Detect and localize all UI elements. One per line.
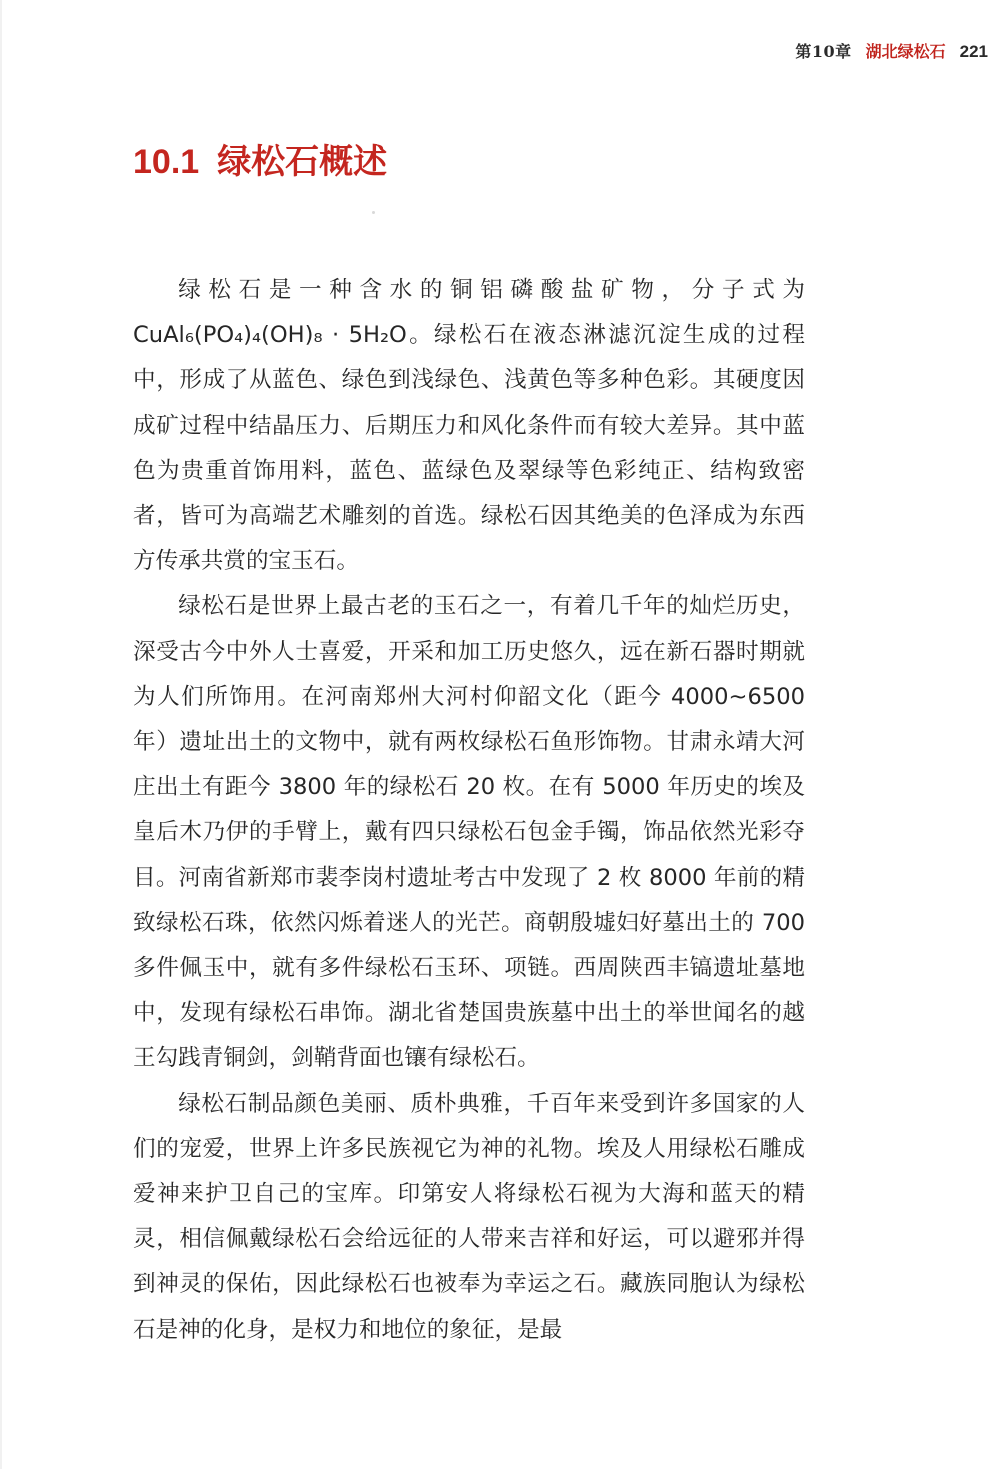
page-edge: [0, 0, 2, 1469]
chapter-title: 湖北绿松石: [865, 42, 946, 61]
paragraph: 绿松石制品颜色美丽、质朴典雅，千百年来受到许多国家的人们的宠爱，世界上许多民族视它为神的礼物。埃及人用绿松石雕成爱神来护卫自己的宝库。印第安人将绿松石视为大海和蓝天的精灵，相信佩戴绿松石会给远征的人带来吉祥和好运，可以避邪并得到神灵的保佑，因此绿松石也被奉为幸运之石。藏族同胞认为绿松石是神的化身，是权力和地位的象征，是最: [133, 1090, 805, 1343]
section-heading: [133, 140, 387, 184]
section-number: 10.1: [133, 143, 200, 181]
chapter-label: 第10章: [795, 42, 852, 61]
page-number: 221: [959, 42, 988, 61]
paragraph: 绿松石是一种含水的铜铝磷酸盐矿物，分子式为 CuAl₆(PO₄)₄(OH)₈ · 5H₂O。绿松石在液态淋滤沉淀生成的过程中，形成了从蓝色、绿色到浅绿色、浅黄色等多种色彩。其硬度因成矿过程中结晶压力、后期压力和风化条件而有较大差异。其中蓝色为贵重首饰用料，蓝色、蓝绿色及翠绿等色彩纯正、结构致密者，皆可为高端艺术雕刻的首选。绿松石因其绝美的色泽成为东西方传承共赏的宝玉石。: [133, 277, 805, 575]
section-title: 绿松石概述: [217, 142, 388, 182]
body-text: [133, 268, 805, 1353]
running-header: [795, 42, 988, 62]
scan-speck: [372, 211, 375, 214]
paragraph: 绿松石是世界上最古老的玉石之一，有着几千年的灿烂历史，深受古今中外人士喜爱，开采和加工历史悠久，远在新石器时期就为人们所饰用。在河南郑州大河村仰韶文化（距今 4000~6500 年）遗址出土的文物中，就有两枚绿松石鱼形饰物。甘肃永靖大河庄出土有距今 3800 年的绿松石 20 枚。在有 5000 年历史的埃及皇后木乃伊的手臂上，戴有四只绿松石包金手镯，饰品依然光彩夺目。河南省新郑市裴李岗村遗址考古中发现了 2 枚 8000 年前的精致绿松石珠，依然闪烁着迷人的光芒。商朝殷墟妇好墓出土的 700 多件佩玉中，就有多件绿松石玉环、项链。西周陕西丰镐遗址墓地中，发现有绿松石串饰。湖北省楚国贵族墓中出土的举世闻名的越王勾践青铜剑，剑鞘背面也镶有绿松石。: [133, 593, 805, 1072]
